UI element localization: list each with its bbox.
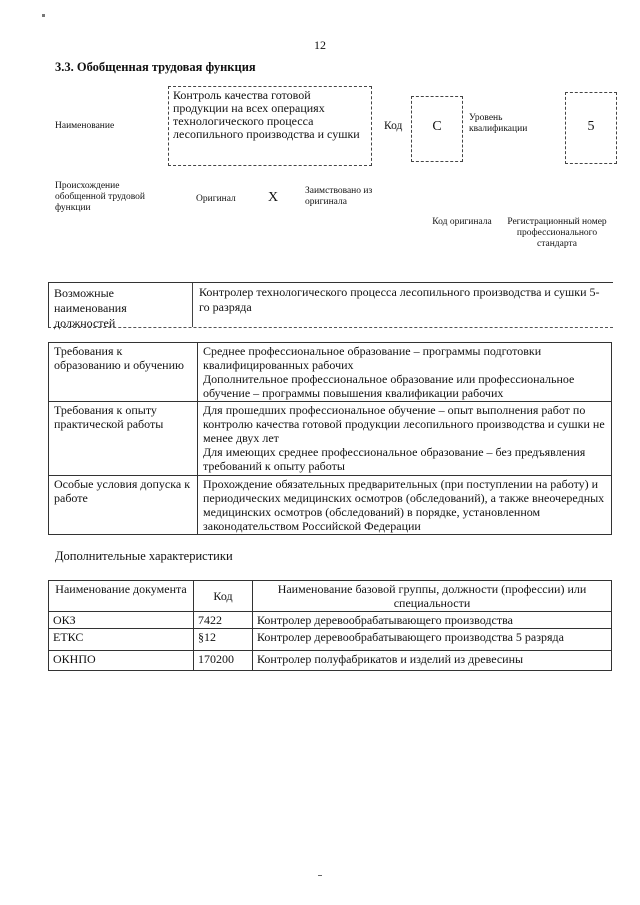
header-group: Наименование базовой группы, должности (профессии) или специальности [253,581,612,612]
original-mark: X [268,190,279,205]
header-document: Наименование документа [49,581,194,612]
requirement-row [49,476,612,535]
positions-label: Возможные наименования должностей [54,286,127,330]
table-row [49,629,612,651]
requirement-row [49,343,612,402]
table-cell: §12 [194,629,253,651]
positions-box [48,282,613,328]
scan-mark [318,875,322,876]
level-box [565,92,617,164]
original-label: Оригинал [196,194,236,204]
name-box [168,86,372,166]
requirement-line: Прохождение обязательных предварительных (при поступлении на работу) и периодических медицинских осмотров (обследований), а также внеочередных медицинских осмотров (обследований) в порядке, установленном законодательством Российской Федерации [203,477,605,533]
additional-table [48,580,612,671]
reg-number-label: Регистрационный номер профессионального стандарта [507,217,607,249]
header-code: Код [194,581,253,612]
table-cell: ЕТКС [49,629,194,651]
requirements-table [48,342,612,535]
requirement-label: Требования к опыту практической работы [49,402,198,476]
level-label: Уровень квалификации [469,113,528,134]
requirement-line: Для имеющих среднее профессиональное образование – без предъявления требований к опыту работы [203,445,586,473]
table-cell: 170200 [194,651,253,671]
requirement-line: Среднее профессиональное образование – программы подготовки квалифицированных рабочих [203,344,542,372]
name-value: Контроль качества готовой продукции на всех операциях технологического процесса лесопильного производства и сушки [173,88,360,141]
requirement-value [198,402,612,476]
requirement-label: Особые условия допуска к работе [49,476,198,535]
code-label: Код [384,120,403,132]
table-row [49,612,612,629]
scan-mark [42,14,45,17]
section-title: 3.3. Обобщенная трудовая функция [55,60,256,74]
code-value: C [432,119,442,134]
requirement-label: Требования к образованию и обучению [49,343,198,402]
requirement-line: Дополнительное профессиональное образование или профессиональное обучение – программы повышения квалификации рабочих [203,372,575,400]
requirement-value [198,343,612,402]
level-value: 5 [587,119,595,134]
origin-label: Происхождение обобщенной трудовой функции [55,181,145,213]
table-header-row [49,581,612,612]
table-cell: 7422 [194,612,253,629]
table-row [49,651,612,671]
code-original-label: Код оригинала [432,217,492,227]
requirement-line: Для прошедших профессиональное обучение – опыт выполнения работ по контролю качества готовой продукции лесопильного производства и сушки не менее двух лет [203,403,605,445]
page-number: 12 [314,38,326,52]
name-label: Наименование [55,121,115,131]
requirement-row [49,402,612,476]
table-cell: Контролер полуфабрикатов и изделий из древесины [253,651,612,671]
table-cell: Контролер деревообрабатывающего производства 5 разряда [253,629,612,651]
borrowed-label: Заимствовано из оригинала [305,186,373,207]
table-cell: ОКЗ [49,612,194,629]
additional-title: Дополнительные характеристики [55,549,233,563]
code-box [411,96,463,162]
table-cell: ОКНПО [49,651,194,671]
table-cell: Контролер деревообрабатывающего производства [253,612,612,629]
positions-value: Контролер технологического процесса лесопильного производства и сушки 5-го разряда [199,285,600,314]
requirement-value [198,476,612,535]
